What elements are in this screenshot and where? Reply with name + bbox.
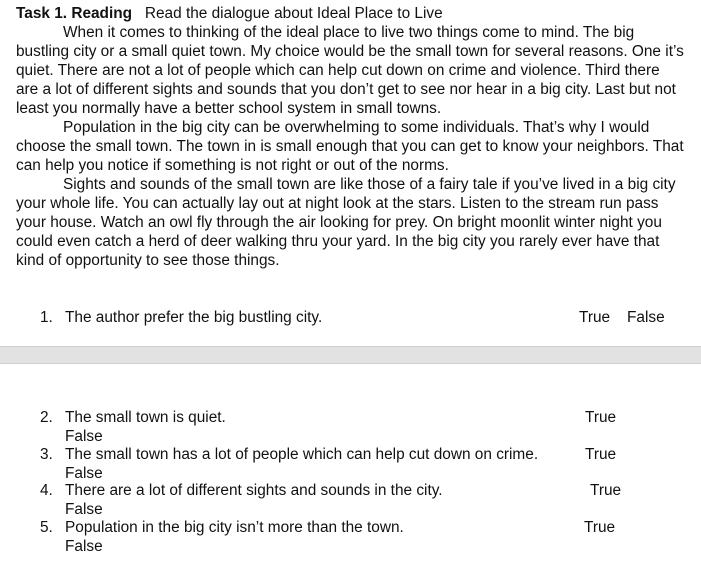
question-text: The small town is quiet.: [65, 409, 226, 426]
task-instruction: Read the dialogue about Ideal Place to Live: [144, 5, 443, 22]
task-header: [16, 4, 686, 23]
question-text: Population in the big city isn’t more than the town.: [65, 519, 404, 536]
true-option[interactable]: True: [579, 309, 611, 326]
paragraph-2: [16, 118, 686, 175]
reading-passage: [16, 4, 686, 270]
false-option[interactable]: False: [65, 427, 103, 445]
question-number: 5.: [40, 519, 53, 536]
paragraph-1: [16, 23, 686, 118]
false-option[interactable]: False: [627, 309, 665, 326]
question-number: 1.: [40, 309, 53, 326]
question-number: 2.: [40, 409, 53, 426]
true-option[interactable]: True: [584, 519, 616, 536]
paragraph-text: When it comes to thinking of the ideal place to live two things come to mind. The big bustling city or a small quiet town. My choice would be the small town for several reasons. One it’s quiet. There are not a lot of people which can help cut down on crime and violence. Third there are a lot of different sights and sounds that you don’t get to see nor hear in a big city. Last but not least you normally have a better school system in small towns.: [16, 24, 684, 117]
task-label: Task 1. Reading: [16, 5, 133, 22]
paragraph-text: Population in the big city can be overwhelming to some individuals. That’s why I would choose the small town. The town in is small enough that you can get to know your neighbors. That can help you notice if something is not right or out of the norms.: [16, 119, 684, 174]
false-option[interactable]: False: [65, 500, 103, 518]
question-text: The small town has a lot of people which can help cut down on crime.: [65, 446, 539, 463]
false-option[interactable]: False: [65, 464, 103, 482]
question-text: There are a lot of different sights and sounds in the city.: [65, 482, 443, 499]
false-option[interactable]: False: [65, 537, 103, 555]
question-text: The author prefer the big bustling city.: [65, 309, 323, 326]
paragraph-text: Sights and sounds of the small town are like those of a fairy tale if you’ve lived in a big city your whole life. You can actually lay out at night look at the stars. Listen to the stream run pass your house. Watch an owl fly through the air looking for prey. On bright moonlit winter night you could even catch a herd of deer walking thru your yard. In the big city you rarely ever have that kind of opportunity to see those things.: [16, 176, 676, 269]
paragraph-3: [16, 175, 686, 270]
true-option[interactable]: True: [590, 482, 622, 499]
true-option[interactable]: True: [585, 446, 617, 463]
question-number: 4.: [40, 482, 53, 499]
question-number: 3.: [40, 446, 53, 463]
page-break-divider: [0, 346, 701, 364]
true-option[interactable]: True: [585, 409, 617, 426]
